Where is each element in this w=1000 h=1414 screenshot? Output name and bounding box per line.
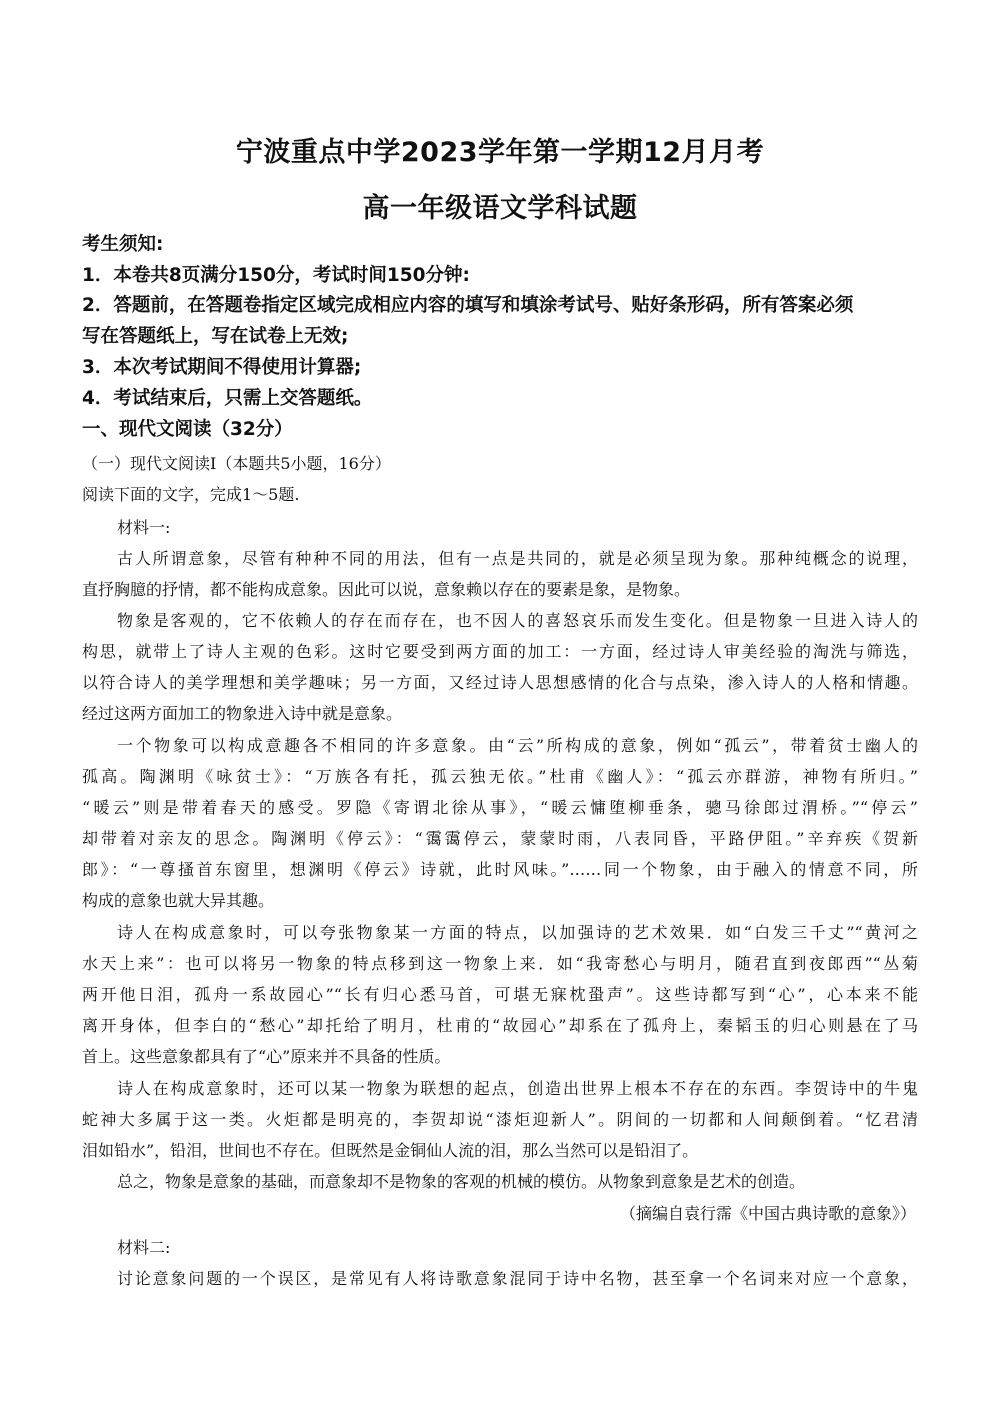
notice-item-2-line-1: 2．答题前，在答题卷指定区域完成相应内容的填写和填涂考试号、贴好条形码，所有答案必须 bbox=[82, 295, 854, 316]
paragraph-line: 两开他日泪，孤舟一系故园心”“长有归心悉马首，可堪无寐枕蛩声”。这些诗都写到“心”，心本来不能 bbox=[82, 985, 918, 1004]
notice-heading: 考生须知: bbox=[82, 234, 164, 255]
paragraph-line: “暖云”则是带着春天的感受。罗隐《寄谓北徐从事》，“暖云慵堕柳垂条，骢马徐郎过渭桥。”“停云” bbox=[82, 798, 918, 817]
notice-item-1: 1．本卷共8页满分150分，考试时间150分钟: bbox=[82, 265, 470, 286]
paragraph-line: 诗人在构成意象时，可以夸张物象某一方面的特点，以加强诗的艺术效果．如“白发三千丈”“黄河之 bbox=[117, 923, 918, 942]
notice-item-4: 4．考试结束后，只需上交答题纸。 bbox=[82, 388, 373, 409]
paragraph-line: 总之，物象是意象的基础，而意象却不是物象的客观的机械的模仿。从物象到意象是艺术的创造。 bbox=[117, 1172, 806, 1191]
exam-title: 宁波重点中学2023学年第一学期12月月考 bbox=[235, 137, 765, 168]
notice-item-3: 3．本次考试期间不得使用计算器; bbox=[82, 357, 362, 378]
paragraph-line: 构思，就带上了诗人主观的色彩。这时它要受到两方面的加工：一方面，经过诗人审美经验的淘洗与筛选， bbox=[82, 642, 918, 661]
paragraph-line: 蛇神大多属于这一类。火炬都是明亮的，李贺却说“漆炬迎新人”。阴间的一切都和人间颠倒着。“忆君清 bbox=[82, 1110, 918, 1129]
paragraph-line: 经过这两方面加工的物象进入诗中就是意象。 bbox=[82, 704, 403, 723]
paragraph-line: 诗人在构成意象时，还可以某一物象为联想的起点，创造出世界上根本不存在的东西。李贺诗中的牛鬼 bbox=[117, 1079, 918, 1098]
paragraph-line: 构成的意象也就大异其趣。 bbox=[82, 891, 275, 910]
material-2-label: 材料二: bbox=[117, 1238, 171, 1257]
material-1-source: （摘编自袁行霈《中国古典诗歌的意象》） bbox=[619, 1204, 916, 1223]
paragraph-line: 泪如铅水”，铅泪，世间也不存在。但既然是金铜仙人流的泪，那么当然可以是铅泪了。 bbox=[82, 1141, 699, 1160]
reading-instruction: 阅读下面的文字，完成1～5题. bbox=[82, 485, 300, 504]
paragraph-line: 首上。这些意象都具有了“心”原来并不具备的性质。 bbox=[82, 1047, 451, 1066]
paragraph-line: 物象是客观的，它不依赖人的存在而存在，也不因人的喜怒哀乐而发生变化。但是物象一旦进入诗人的 bbox=[117, 611, 918, 630]
exam-subtitle: 高一年级语文学科试题 bbox=[362, 193, 638, 224]
paragraph-line: 以符合诗人的美学理想和美学趣味；另一方面，又经过诗人思想感情的化合与点染，渗入诗人的人格和情趣。 bbox=[82, 673, 918, 692]
paragraph-line: 一个物象可以构成意趣各不相同的许多意象。由“云”所构成的意象，例如“孤云”，带着贫士幽人的 bbox=[117, 736, 918, 755]
paragraph-line: 郎》：“一尊搔首东窗里，想渊明《停云》诗就，此时风味。”……同一个物象，由于融入的情意不同，所 bbox=[82, 860, 918, 879]
paragraph-line: 古人所谓意象，尽管有种种不同的用法，但有一点是共同的，就是必须呈现为象。那种纯概念的说理， bbox=[117, 549, 918, 568]
notice-item-2-line-2: 写在答题纸上，写在试卷上无效; bbox=[82, 326, 349, 347]
section-heading: 一、现代文阅读（32分） bbox=[82, 419, 293, 440]
paragraph-line: 孤高。陶渊明《咏贫士》：“万族各有托，孤云独无依。”杜甫《幽人》：“孤云亦群游，神物有所归。” bbox=[82, 767, 918, 786]
paragraph-line: 讨论意象问题的一个误区，是常见有人将诗歌意象混同于诗中名物，甚至拿一个名词来对应一个意象， bbox=[117, 1269, 918, 1288]
paragraph-line: 离开身体，但李白的“愁心”却托给了明月，杜甫的“故园心”却系在了孤舟上，秦韬玉的归心则悬在了马 bbox=[82, 1016, 918, 1035]
paragraph-line: 却带着对亲友的思念。陶渊明《停云》：“霭霭停云，蒙蒙时雨，八表同昏，平路伊阻。”辛弃疾《贺新 bbox=[82, 829, 918, 848]
paragraph-line: 直抒胸臆的抒情，都不能构成意象。因此可以说，意象赖以存在的要素是象，是物象。 bbox=[82, 580, 691, 599]
paragraph-line: 水天上来”：也可以将另一物象的特点移到这一物象上来．如“我寄愁心与明月，随君直到夜郎西”“丛菊 bbox=[82, 954, 918, 973]
material-1-label: 材料一: bbox=[117, 518, 171, 537]
subsection-heading: （一）现代文阅读Ⅰ（本题共5小题，16分） bbox=[82, 454, 391, 473]
